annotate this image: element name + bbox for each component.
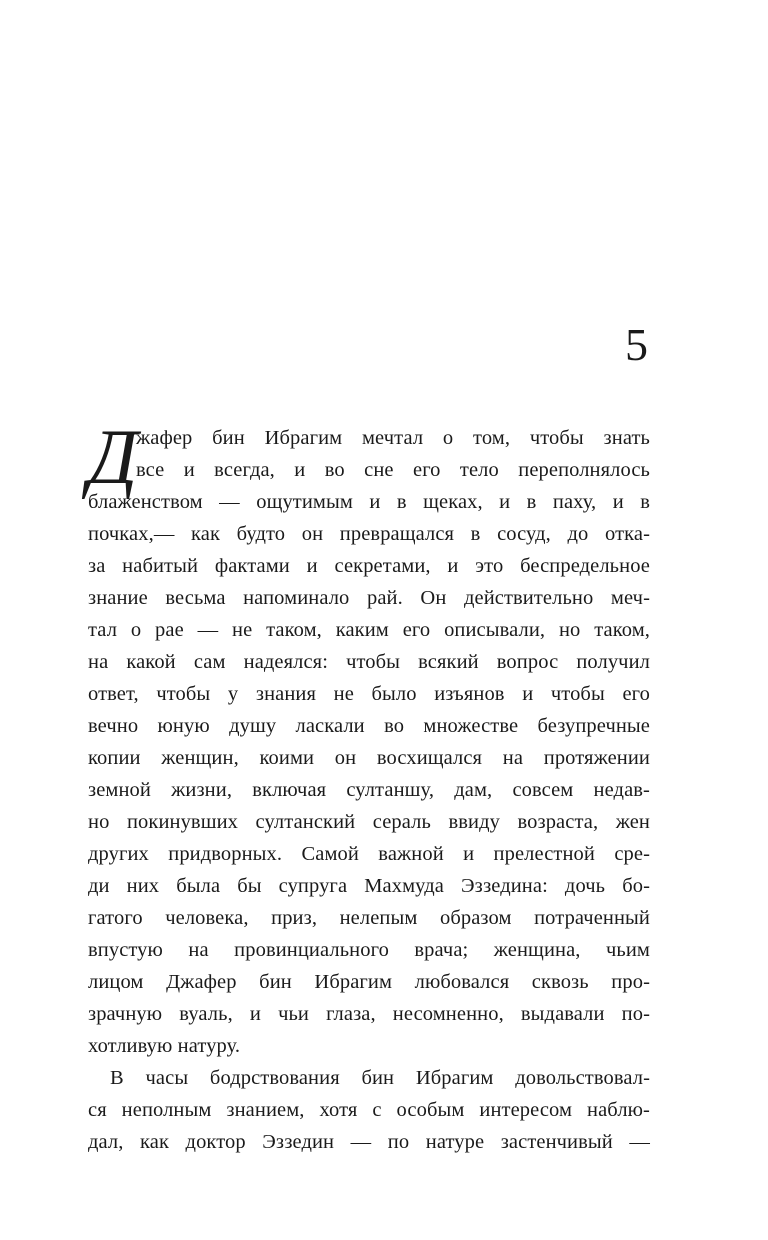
text-line: лицом Джафер бин Ибрагим любовался сквозь про- <box>88 971 650 993</box>
text-line: ся неполным знанием, хотя с особым интересом наблю- <box>88 1099 650 1121</box>
text-line: знание весьма напоминало рай. Он действительно меч- <box>88 587 650 609</box>
text-line: копии женщин, коими он восхищался на протяжении <box>88 747 650 769</box>
text-line: ответ, чтобы у знания не было изъянов и чтобы его <box>88 683 650 705</box>
text-line: жафер бин Ибрагим мечтал о том, чтобы знать <box>136 427 650 449</box>
text-line: почках,— как будто он превращался в сосуд, до отка- <box>88 523 650 545</box>
body-text <box>88 413 650 1158</box>
text-line: В часы бодрствования бин Ибрагим довольствовал- <box>110 1067 650 1089</box>
text-line: гатого человека, приз, нелепым образом потраченный <box>88 907 650 929</box>
drop-cap: Д <box>88 413 138 500</box>
chapter-number: 5 <box>625 319 648 370</box>
text-line: хотливую натуру. <box>88 1035 241 1057</box>
paragraph-2 <box>88 1062 650 1158</box>
text-line: блаженством — ощутимым и в щеках, и в паху, и в <box>88 491 650 513</box>
text-line: зрачную вуаль, и чьи глаза, несомненно, выдавали по- <box>88 1003 650 1025</box>
text-line: за набитый фактами и секретами, и это беспредельное <box>88 555 650 577</box>
text-line: впустую на провинциального врача; женщина, чьим <box>88 939 650 961</box>
paragraph-1 <box>88 413 650 1062</box>
text-line: ди них была бы супруга Махмуда Эззедина: дочь бо- <box>88 875 650 897</box>
text-line: земной жизни, включая султаншу, дам, совсем недав- <box>88 779 650 801</box>
text-line: других придворных. Самой важной и прелестной сре- <box>88 843 650 865</box>
text-line: дал, как доктор Эззедин — по натуре застенчивый — <box>88 1131 650 1153</box>
text-line: на какой сам надеялся: чтобы всякий вопрос получил <box>88 651 650 673</box>
text-line: тал о рае — не таком, каким его описывали, но таком, <box>88 619 650 641</box>
text-line: все и всегда, и во сне его тело переполнялось <box>136 459 650 481</box>
text-line: вечно юную душу ласкали во множестве безупречные <box>88 715 650 737</box>
text-line: но покинувших султанский сераль ввиду возраста, жен <box>88 811 650 833</box>
